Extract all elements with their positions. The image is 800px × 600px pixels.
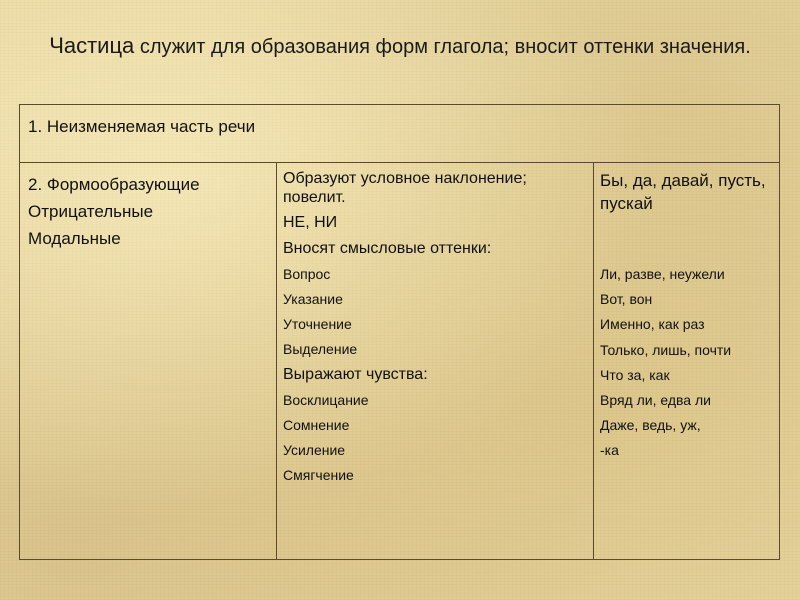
function-item: Уточнение [283,316,352,332]
example-item: -ка [600,442,619,459]
title-lead-word: Частица [49,33,135,58]
examples-list [600,265,779,459]
type-negative: Отрицательные [28,202,154,221]
function-item: Восклицание [283,392,369,408]
example-item: Вот, вон [600,291,653,308]
particles-table [19,104,780,560]
function-item: Указание [283,291,343,307]
function-item: Выделение [283,341,358,357]
example-item: Ли, разве, неужели [600,266,725,282]
slide-title [40,30,760,63]
example-item: Только, лишь, почти [600,341,732,358]
function-shades-heading: Вносят смысловые оттенки: [283,240,492,257]
function-item: Смягчение [283,467,354,483]
title-rest: служит для образования форм глагола; вносит оттенки значения. [134,36,751,58]
function-item: Вопрос [283,266,331,282]
function-negative: НЕ, НИ [283,214,338,231]
example-item: Даже, ведь, уж, [600,417,701,434]
function-form-building: Образуют условное наклонение; повелит. [283,170,527,206]
examples-form-building: Бы, да, давай, пусть, пускай [600,171,766,213]
function-item: Усиление [283,442,346,458]
column-examples [595,163,779,467]
column-divider-2 [593,162,594,559]
function-item: Сомнение [283,417,350,433]
example-item: Что за, как [600,366,670,383]
type-modal: Модальные [28,229,121,248]
example-item: Вряд ли, едва ли [600,391,711,408]
table-header-row: 1. Неизменяемая часть речи [28,117,256,136]
column-particle-types [20,163,275,252]
example-item: Именно, как раз [600,316,705,333]
type-form-building: 2. Формообразующие [28,175,200,194]
function-feelings-heading: Выражают чувства: [283,366,428,383]
column-functions [277,163,592,491]
